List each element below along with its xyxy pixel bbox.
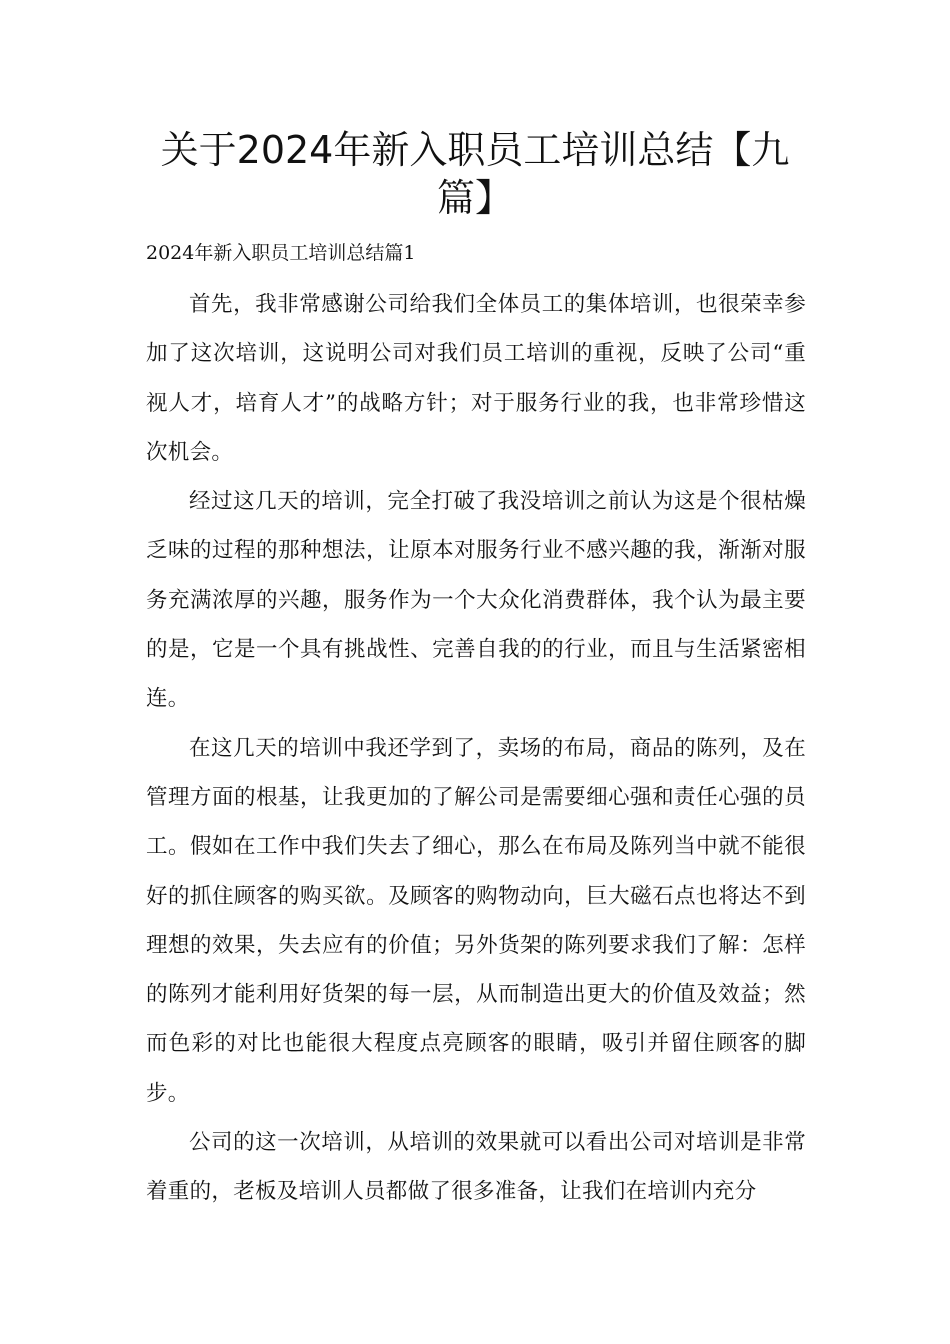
paragraph-3: 在这几天的培训中我还学到了，卖场的布局，商品的陈列，及在管理方面的根基，让我更加的了解公司是需要细心强和责任心强的员工。假如在工作中我们失去了细心，那么在布局及陈列当中就不能很好的抓住顾客的购买欲。及顾客的购物动向，巨大磁石点也将达不到理想的效果，失去应有的价值；另外货架的陈列要求我们了解：怎样的陈列才能利用好货架的每一层，从而制造出更大的价值及效益；然而色彩的对比也能很大程度点亮顾客的眼睛，吸引并留住顾客的脚步。	[146, 735, 806, 1106]
document-title: 关于2024年新入职员工培训总结【九篇】	[160, 128, 790, 220]
section-heading: 2024年新入职员工培训总结篇1	[146, 242, 416, 264]
paragraph-2: 经过这几天的培训，完全打破了我没培训之前认为这是个很枯燥乏味的过程的那种想法，让原本对服务行业不感兴趣的我，渐渐对服务充满浓厚的兴趣，服务作为一个大众化消费群体，我个认为最主要的是，它是一个具有挑战性、完善自我的的行业，而且与生活紧密相连。	[146, 489, 806, 712]
paragraph-1: 首先，我非常感谢公司给我们全体员工的集体培训，也很荣幸参加了这次培训，这说明公司对我们员工培训的重视，反映了公司“重视人才，培育人才”的战略方针；对于服务行业的我，也非常珍惜这次机会。	[146, 292, 806, 465]
document-body	[146, 280, 806, 1217]
paragraph-4: 公司的这一次培训，从培训的效果就可以看出公司对培训是非常着重的，老板及培训人员都做了很多准备，让我们在培训内充分	[146, 1130, 806, 1205]
